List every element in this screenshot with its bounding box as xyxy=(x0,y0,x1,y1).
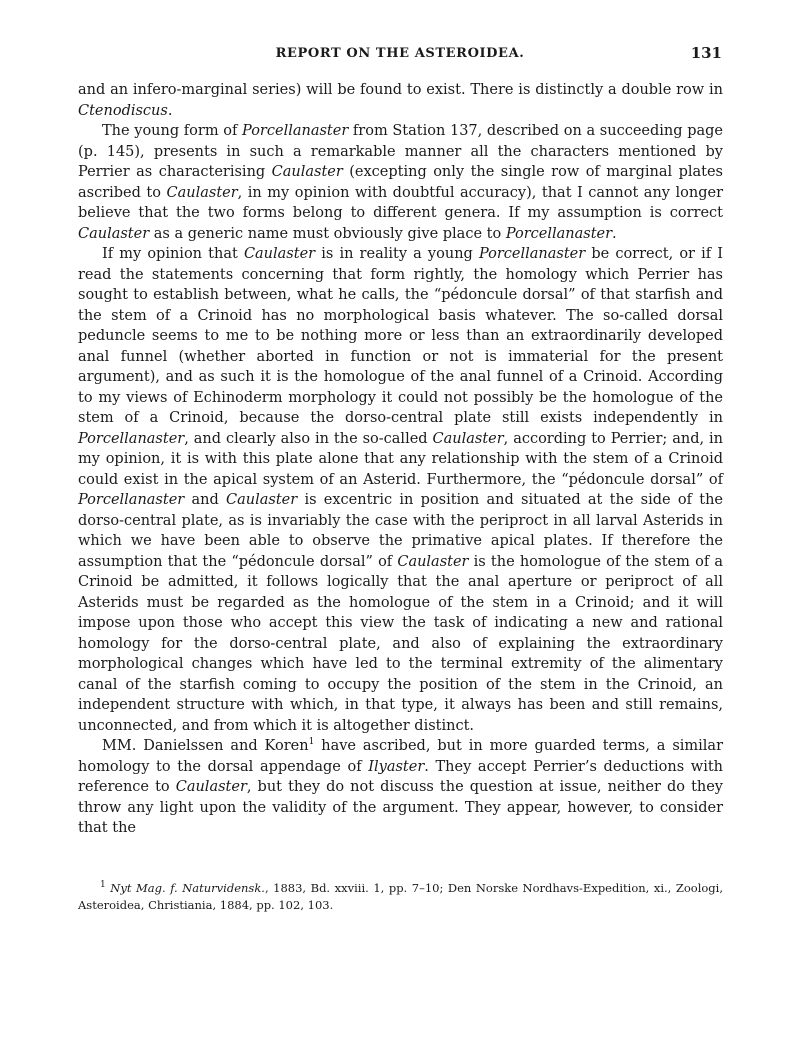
text-run: , in my opinion with doubtful accuracy), that I cannot any longer believe that the two forms belong to different genera. If my assumption is correct xyxy=(78,184,723,221)
text-run: , according to Perrier; and, in my opinion, it is with this plate alone that any relationship with the stem of a Crinoid could exist in the apical system of an Asterid. Furthermore, the “pédoncule dorsal” of xyxy=(78,430,723,488)
italic-term: Porcellanaster xyxy=(78,430,185,447)
text-run: is in reality a young xyxy=(315,246,479,262)
italic-term: Caulaster xyxy=(397,553,469,570)
text-run: , 1883, Bd. xxviii. 1, pp. 7–10; Den Norske Nordhavs-Expedition, xi., Zoologi, Asteroidea, Christiania, 1884, pp. 102, 103. xyxy=(78,881,723,912)
text-run: (excepting only the single row of marginal plates ascribed to xyxy=(78,164,723,201)
paragraph xyxy=(78,121,723,244)
italic-term: Caulaster xyxy=(432,430,504,447)
italic-term: Porcellanaster xyxy=(505,225,613,242)
text-run: is the homologue of the stem of a Crinoid be admitted, it follows logically that the anal aperture or periproct of all Asterids must be regarded as the homologue of the stem in a Crinoid; and it will impose upon those who accept this view the task of indicating a new and rational homology for the dorso-central plate, and also of explaining the extraordinary morphological changes which have led to the terminal extremity of the alimentary canal of the starfish coming to occupy the position of the stem in the Crinoid, an independent structure with which, in that type, it always has been and still remains, unconnected, and from which it is altogether distinct. xyxy=(78,553,723,734)
page-header xyxy=(78,44,722,66)
text-run: be correct, or if I read the statements concerning that form rightly, the homology which Perrier has sought to establish between, what he calls, the “pédoncule dorsal” of that starfish and the stem of a Crinoid has no morphological basis whatever. The so-called dorsal peduncle seems to me to be nothing more or less than an extraordinarily developed anal funnel (whether aborted in function or not is immaterial for the present argument), and as such it is the homologue of the anal funnel of a Crinoid. According to my views of Echinoderm morphology it could not possibly be the homologue of the stem of a Crinoid, because the dorso-central plate still exists independently in xyxy=(78,246,724,426)
text-run: . They accept Perrier’s deductions with reference to xyxy=(78,758,723,795)
italic-term: Caulaster xyxy=(166,184,238,201)
italic-term: Porcellanaster xyxy=(242,123,349,139)
footnotes xyxy=(78,880,723,913)
italic-term: Caulaster xyxy=(175,779,247,795)
text-run: have ascribed, but in more guarded terms, a similar homology to the dorsal appendage of xyxy=(78,738,723,775)
text-run: from Station 137, described on a succeeding page (p. 145), presents in such a remarkable manner all the characters mentioned by Perrier as characterising xyxy=(78,123,723,180)
paragraph xyxy=(78,80,723,121)
text-run: . xyxy=(167,102,173,119)
page-number: 131 xyxy=(690,44,722,62)
footnote xyxy=(78,880,723,913)
italic-term: Ilyaster xyxy=(368,758,425,775)
italic-term: Ctenodiscus xyxy=(78,102,168,119)
italic-term: Caulaster xyxy=(271,164,343,180)
text-run: and an infero-marginal series) will be found to exist. There is distinctly a double row in xyxy=(78,82,723,98)
text-run: is excentric in position and situated at the side of the dorso-central plate, as is invariably the case with the periproct in all larval Asterids in which we have been able to observe the primative apical plates. If therefore the assumption that the “pédoncule dorsal” of xyxy=(78,492,723,570)
running-head: REPORT ON THE ASTEROIDEA. xyxy=(275,46,525,61)
text-run: . xyxy=(612,225,617,242)
text-run: , but they do not discuss the question at issue, neither do they throw any light upon the validity of the argument. They appear, however, to consider that the xyxy=(78,779,724,836)
footnote-marker: 1 xyxy=(308,737,315,748)
italic-term: Caulaster xyxy=(243,246,316,262)
italic-term: Caulaster xyxy=(226,492,298,508)
italic-term: Porcellanaster xyxy=(478,246,586,262)
text-run: If my opinion that xyxy=(102,246,244,262)
text-run: , and clearly also in the so-called xyxy=(184,430,433,447)
text-run: as a generic name must obviously give place to xyxy=(149,225,506,242)
paragraph xyxy=(78,244,723,736)
paragraph xyxy=(78,736,723,839)
footnote-marker: 1 xyxy=(100,880,106,891)
italic-term: Porcellanaster xyxy=(78,492,185,508)
text-run: MM. Danielssen and Koren xyxy=(102,738,309,754)
body-text xyxy=(78,80,723,839)
italic-term: Nyt Mag. f. Naturvidensk. xyxy=(110,881,265,895)
text-run: and xyxy=(184,492,227,508)
text-run: The young form of xyxy=(102,123,243,139)
italic-term: Caulaster xyxy=(78,225,150,242)
